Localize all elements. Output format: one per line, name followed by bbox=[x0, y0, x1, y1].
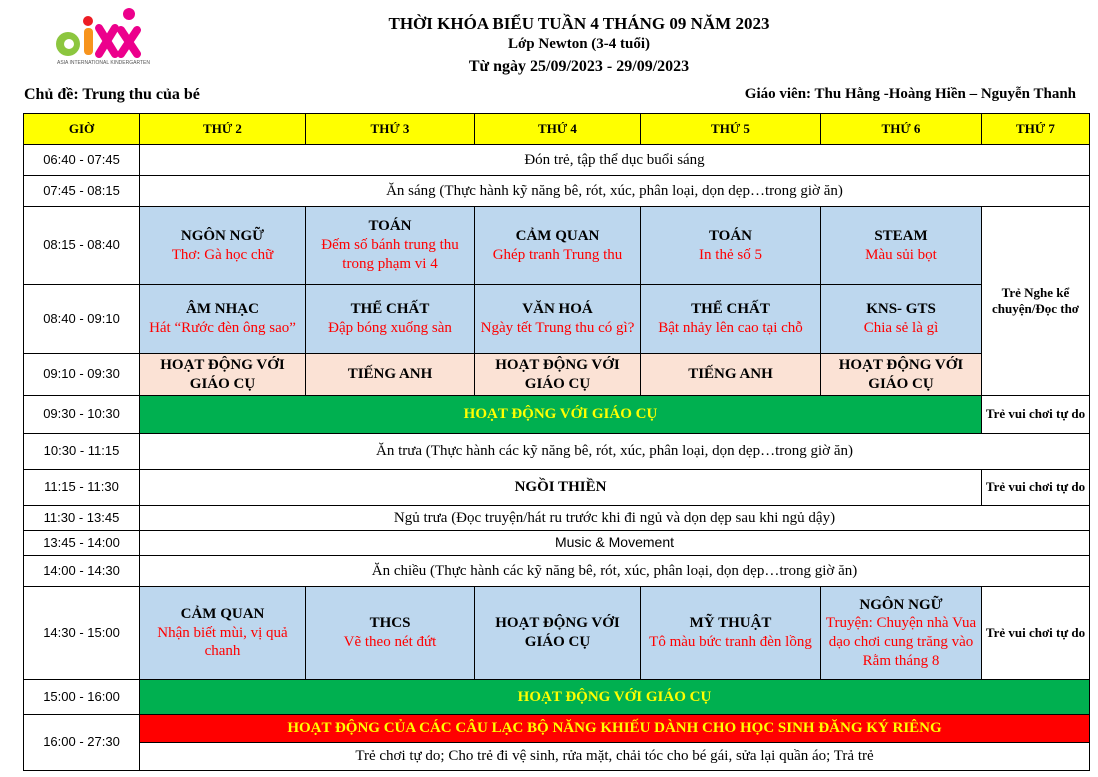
lesson-cell bbox=[140, 587, 306, 680]
lesson-cell bbox=[475, 285, 641, 354]
subject-label: CẢM QUAN bbox=[515, 227, 600, 244]
subject-label: VĂN HOÁ bbox=[522, 301, 593, 318]
col-header-sat: THỨ 7 bbox=[982, 114, 1090, 145]
subject-label: CẢM QUAN bbox=[180, 605, 265, 622]
subject-label: MỸ THUẬT bbox=[689, 615, 772, 632]
subject-label: KNS- GTS bbox=[866, 301, 936, 318]
activity-cell: Ăn trưa (Thực hành các kỹ năng bê, rót, xúc, phân loại, dọn dẹp…trong giờ ăn) bbox=[140, 434, 1090, 470]
table-row bbox=[24, 743, 1090, 771]
subject-label: THỂ CHẤT bbox=[691, 301, 770, 318]
class-name: Lớp Newton (3-4 tuổi) bbox=[507, 36, 651, 52]
activity-cell: Ăn sáng (Thực hành kỹ năng bê, rót, xúc, phân loại, dọn dẹp…trong giờ ăn) bbox=[140, 176, 1090, 207]
lesson-cell bbox=[641, 285, 821, 354]
table-row bbox=[24, 680, 1090, 715]
activity-label: Hát “Rước đèn ông sao” bbox=[149, 320, 296, 336]
time-cell: 10:30 - 11:15 bbox=[24, 434, 140, 470]
lesson-cell bbox=[821, 207, 982, 285]
col-header-tue: THỨ 3 bbox=[306, 114, 475, 145]
time-cell: 07:45 - 08:15 bbox=[24, 176, 140, 207]
subject-label: STEAM bbox=[874, 227, 928, 244]
english-cell: TIẾNG ANH bbox=[641, 354, 821, 396]
table-row bbox=[24, 470, 1090, 506]
table-row bbox=[24, 531, 1090, 556]
time-cell: 06:40 - 07:45 bbox=[24, 145, 140, 176]
tools-band: HOẠT ĐỘNG VỚI GIÁO CỤ bbox=[140, 396, 982, 434]
tools-cell: HOẠT ĐỘNG VỚI GIÁO CỤ bbox=[140, 354, 306, 396]
page-title: THỜI KHÓA BIỂU TUẦN 4 THÁNG 09 NĂM 2023 bbox=[388, 14, 770, 33]
lesson-cell bbox=[306, 285, 475, 354]
time-cell: 16:00 - 27:30 bbox=[24, 715, 140, 771]
tools-band: HOẠT ĐỘNG VỚI GIÁO CỤ bbox=[140, 680, 1090, 715]
lesson-cell bbox=[641, 587, 821, 680]
subject-label: TOÁN bbox=[368, 218, 412, 235]
col-header-fri: THỨ 6 bbox=[821, 114, 982, 145]
lesson-cell bbox=[140, 207, 306, 285]
activity-label: Ghép tranh Trung thu bbox=[492, 246, 623, 263]
lesson-cell bbox=[140, 285, 306, 354]
saturday-morning-cell: Trẻ Nghe kể chuyện/Đọc thơ bbox=[982, 207, 1090, 396]
svg-text:ASIA INTERNATIONAL KINDERGARTE: ASIA INTERNATIONAL KINDERGARTEN bbox=[57, 60, 150, 66]
time-cell: 08:15 - 08:40 bbox=[24, 207, 140, 285]
time-cell: 13:45 - 14:00 bbox=[24, 531, 140, 556]
table-row bbox=[24, 506, 1090, 531]
table-row bbox=[24, 176, 1090, 207]
lesson-cell bbox=[821, 285, 982, 354]
col-header-time: GIỜ bbox=[24, 114, 140, 145]
lesson-cell bbox=[306, 587, 475, 680]
time-cell: 09:30 - 10:30 bbox=[24, 396, 140, 434]
clubs-band: HOẠT ĐỘNG CỦA CÁC CÂU LẠC BỘ NĂNG KHIẾU DÀNH CHO HỌC SINH ĐĂNG KÝ RIÊNG bbox=[140, 715, 1090, 743]
time-cell: 15:00 - 16:00 bbox=[24, 680, 140, 715]
lesson-cell bbox=[306, 207, 475, 285]
table-row bbox=[24, 354, 1090, 396]
subject-label: TOÁN bbox=[708, 227, 753, 244]
table-row bbox=[24, 556, 1090, 587]
table-row bbox=[24, 434, 1090, 470]
time-cell: 14:00 - 14:30 bbox=[24, 556, 140, 587]
tools-cell: HOẠT ĐỘNG VỚI GIÁO CỤ bbox=[821, 354, 982, 396]
activity-label: Nhận biết mùi, vị quả chanh bbox=[157, 624, 288, 660]
activity-label: Bật nhảy lên cao tại chỗ bbox=[658, 320, 803, 336]
timetable bbox=[23, 113, 1090, 771]
time-cell: 11:15 - 11:30 bbox=[24, 470, 140, 506]
table-row bbox=[24, 587, 1090, 680]
col-header-wed: THỨ 4 bbox=[475, 114, 641, 145]
theme-label: Chủ đề: Trung thu của bé bbox=[24, 86, 200, 103]
date-range: Từ ngày 25/09/2023 - 29/09/2023 bbox=[468, 58, 690, 75]
activity-cell: Trẻ chơi tự do; Cho trẻ đi vệ sinh, rửa mặt, chải tóc cho bé gái, sửa lại quần áo; Trả trẻ bbox=[140, 743, 1090, 771]
saturday-free-play-cell: Trẻ vui chơi tự do bbox=[982, 587, 1090, 680]
subject-label: THCS bbox=[369, 615, 411, 632]
activity-label: Truyện: Chuyện nhà Vua dạo chơi cung trăng vào Rằm tháng 8 bbox=[825, 615, 977, 669]
activity-cell: Đón trẻ, tập thể dục buổi sáng bbox=[140, 145, 1090, 176]
table-row bbox=[24, 207, 1090, 285]
subject-label: NGÔN NGỮ bbox=[859, 596, 943, 613]
english-cell: TIẾNG ANH bbox=[306, 354, 475, 396]
activity-label: Ngày tết Trung thu có gì? bbox=[480, 320, 635, 336]
activity-label: Đếm số bánh trung thu trong phạm vi 4 bbox=[321, 237, 459, 272]
activity-label: Chia sẻ là gì bbox=[863, 320, 939, 336]
tools-cell: HOẠT ĐỘNG VỚI GIÁO CỤ bbox=[475, 354, 641, 396]
subject-label: THỂ CHẤT bbox=[350, 301, 430, 318]
activity-cell: Music & Movement bbox=[140, 531, 1090, 556]
table-row bbox=[24, 145, 1090, 176]
time-cell: 09:10 - 09:30 bbox=[24, 354, 140, 396]
header-row bbox=[24, 114, 1090, 145]
lesson-cell bbox=[475, 587, 641, 680]
table-row bbox=[24, 396, 1090, 434]
table-row bbox=[24, 715, 1090, 743]
lesson-cell bbox=[475, 207, 641, 285]
subject-label: HOẠT ĐỘNG VỚI GIÁO CỤ bbox=[495, 615, 620, 650]
activity-label: Đập bóng xuống sàn bbox=[328, 320, 452, 336]
activity-label: Màu sủi bọt bbox=[865, 246, 937, 263]
activity-label: Thơ: Gà học chữ bbox=[171, 246, 274, 263]
activity-cell: Ăn chiều (Thực hành các kỹ năng bê, rót, xúc, phân loại, dọn dẹp…trong giờ ăn) bbox=[140, 556, 1090, 587]
time-cell: 14:30 - 15:00 bbox=[24, 587, 140, 680]
subject-label: ÂM NHẠC bbox=[186, 301, 259, 318]
time-cell: 08:40 - 09:10 bbox=[24, 285, 140, 354]
lesson-cell bbox=[641, 207, 821, 285]
activity-label: Tô màu bức tranh đèn lồng bbox=[649, 634, 812, 650]
saturday-free-play-cell: Trẻ vui chơi tự do bbox=[982, 396, 1090, 434]
activity-label: In thẻ số 5 bbox=[699, 246, 762, 263]
col-header-mon: THỨ 2 bbox=[140, 114, 306, 145]
teachers-label: Giáo viên: Thu Hằng -Hoàng Hiền – Nguyễn Thanh bbox=[744, 86, 1076, 102]
subject-label: NGÔN NGỮ bbox=[180, 227, 265, 244]
time-cell: 11:30 - 13:45 bbox=[24, 506, 140, 531]
saturday-free-play-cell: Trẻ vui chơi tự do bbox=[982, 470, 1090, 506]
activity-label: Vẽ theo nét đứt bbox=[343, 634, 437, 650]
activity-cell: Ngủ trưa (Đọc truyện/hát ru trước khi đi ngủ và dọn dẹp sau khi ngủ dậy) bbox=[140, 506, 1090, 531]
table-row bbox=[24, 285, 1090, 354]
col-header-thu: THỨ 5 bbox=[641, 114, 821, 145]
meditation-cell: NGỒI THIỀN bbox=[140, 470, 982, 506]
lesson-cell bbox=[821, 587, 982, 680]
